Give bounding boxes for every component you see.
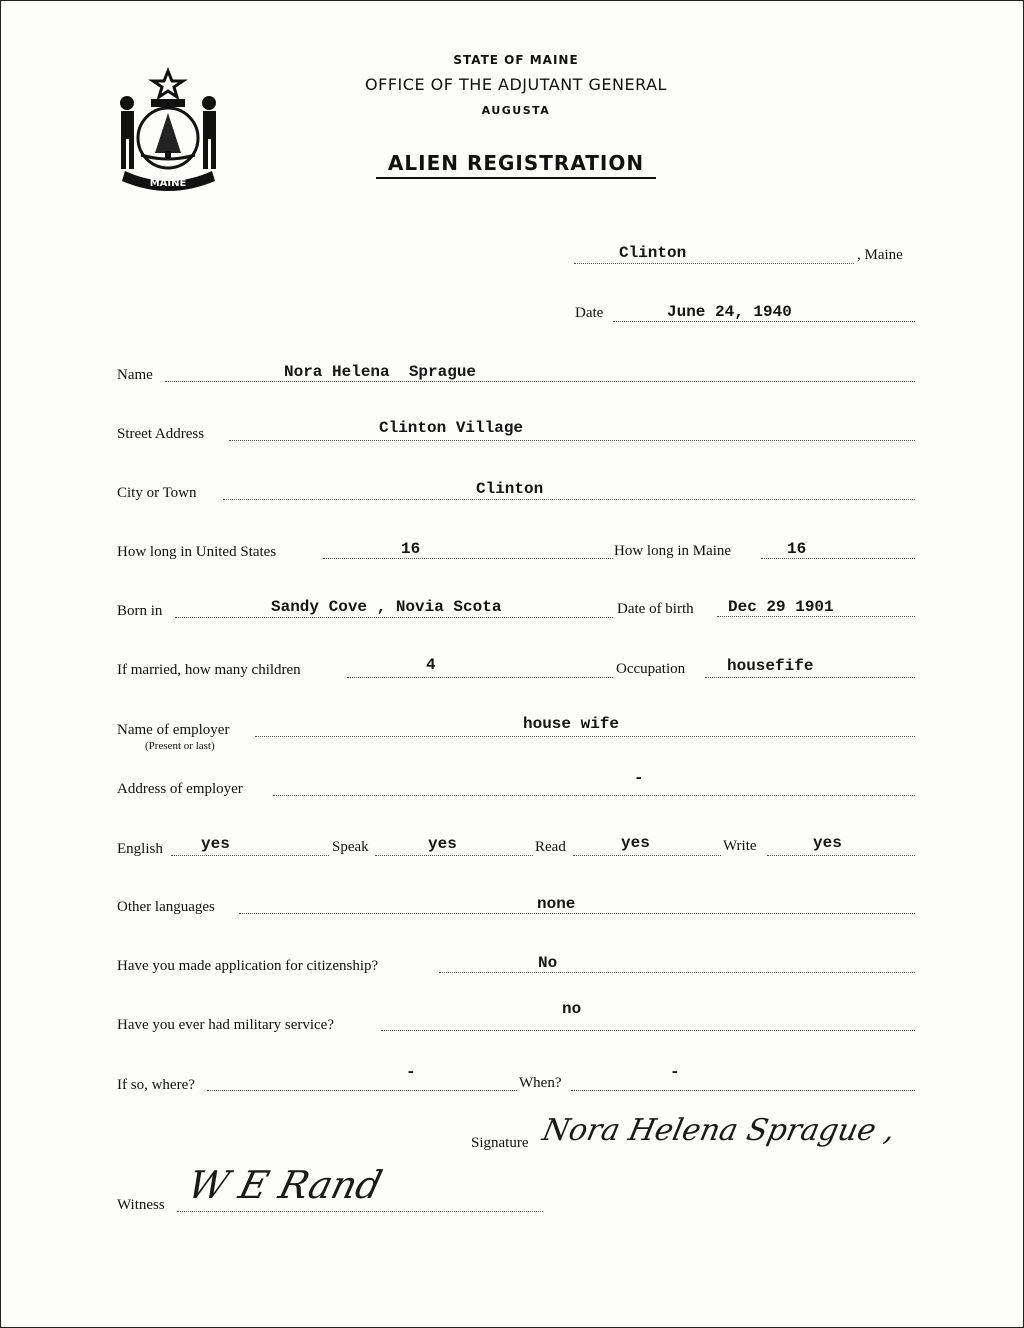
place-town-value: Clinton [619,244,687,262]
citizenship-value: No [538,954,558,972]
write-label: Write [723,838,757,854]
other-languages-value: none [537,895,576,913]
signature-label: Signature [471,1135,529,1151]
city-label: City or Town [117,485,197,501]
employer-value: house wife [523,715,620,733]
name-label: Name [117,367,153,383]
city-value: Clinton [476,480,544,498]
employer-address-label: Address of employer [117,781,243,797]
dob-value: Dec 29 1901 [728,598,834,616]
born-label: Born in [117,603,163,619]
maine-time-label: How long in Maine [614,543,732,559]
dob-label: Date of birth [617,601,694,617]
military-value: no [562,1000,582,1018]
employer-sublabel: (Present or last) [145,740,215,752]
other-languages-label: Other languages [117,899,215,915]
street-value: Clinton Village [379,419,524,437]
children-label: If married, how many children [117,662,301,678]
speak-value: yes [428,835,457,853]
military-label: Have you ever had military service? [117,1017,334,1033]
witness-signature: W E Rand [183,1163,387,1207]
when-value: - [670,1063,680,1081]
maine-time-value: 16 [787,540,807,558]
state-heading: STATE OF MAINE [453,53,579,67]
children-value: 4 [426,656,436,674]
seal-text: MAINE [149,178,187,189]
signature-value: Nora Helena Sprague , [539,1113,899,1148]
date-value: June 24, 1940 [667,303,792,321]
write-value: yes [813,834,842,852]
read-label: Read [535,839,566,855]
us-time-value: 16 [401,540,421,558]
english-value: yes [201,835,230,853]
us-time-label: How long in United States [117,544,277,560]
where-value: - [406,1063,416,1081]
citizenship-label: Have you made application for citizenship? [117,958,379,974]
date-label: Date [575,305,604,321]
occupation-value: housefife [727,657,814,675]
office-heading: OFFICE OF THE ADJUTANT GENERAL [365,75,667,94]
employer-address-value: - [634,769,644,787]
where-label: If so, where? [117,1077,195,1093]
occupation-label: Occupation [616,661,686,677]
witness-label: Witness [117,1197,165,1213]
born-value: Sandy Cove , Novia Scota [271,598,502,616]
maine-seal-icon [111,63,226,193]
speak-label: Speak [332,839,369,855]
when-label: When? [519,1075,562,1091]
page-title: ALIEN REGISTRATION [376,151,656,179]
street-label: Street Address [117,426,205,442]
english-label: English [117,841,163,857]
place-state-label: , Maine [857,247,903,263]
employer-label: Name of employer [117,722,230,738]
name-value: Nora Helena Sprague [284,363,477,381]
read-value: yes [621,834,650,852]
city-heading: AUGUSTA [481,104,551,117]
